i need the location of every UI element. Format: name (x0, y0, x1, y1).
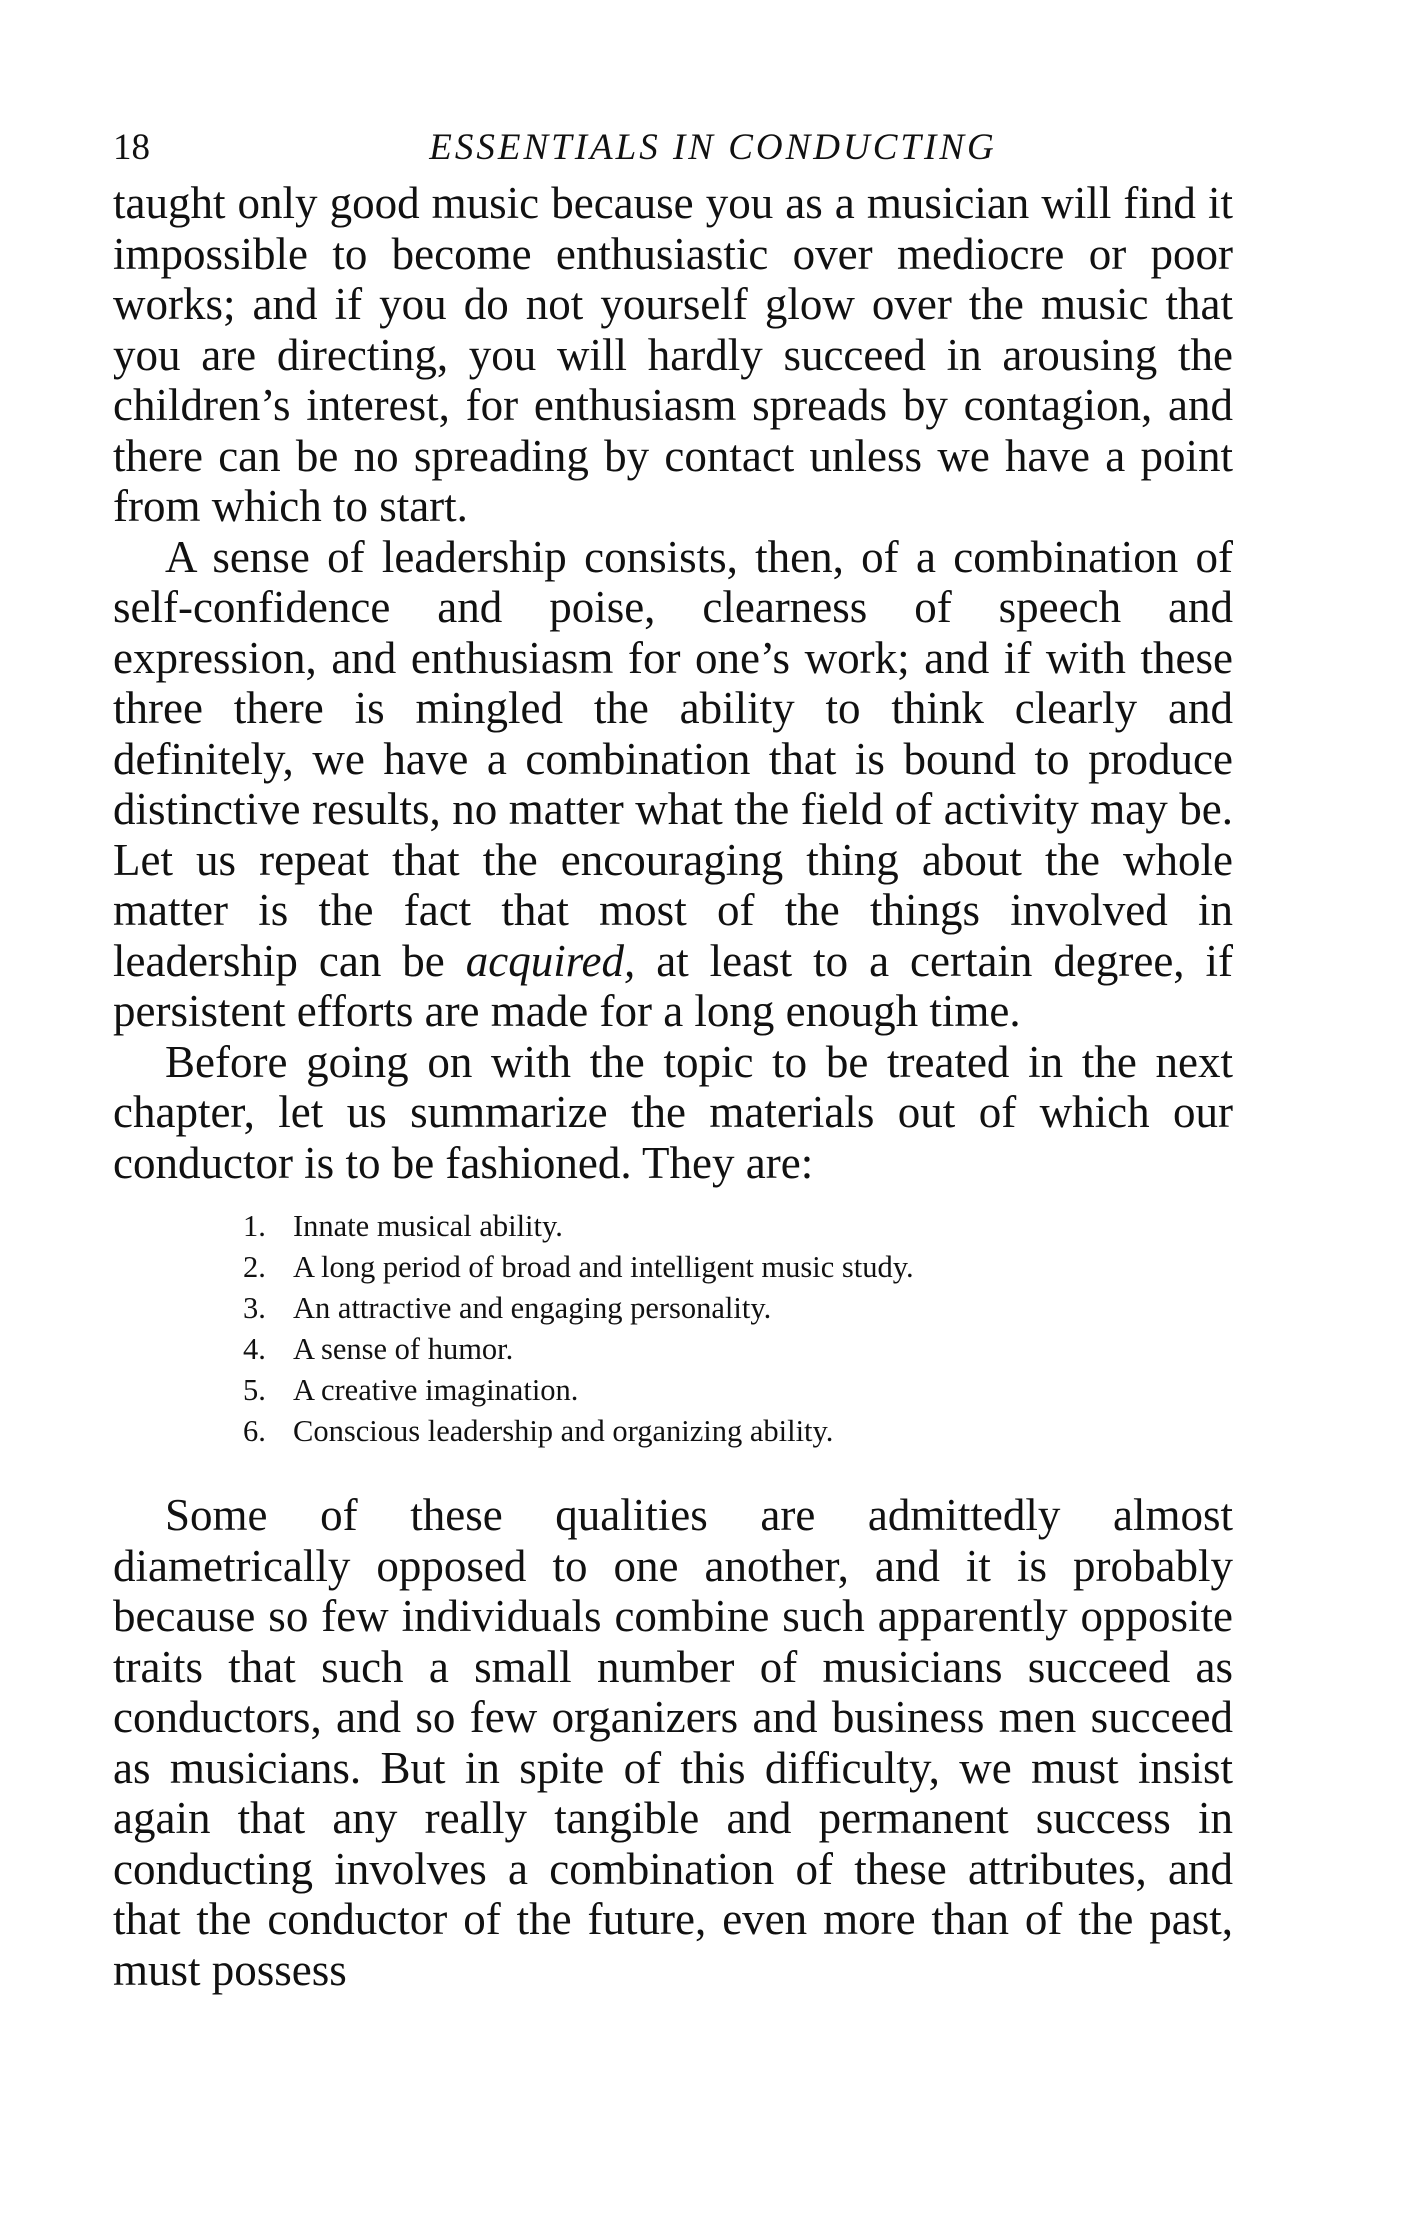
list-item-number: 2. (243, 1250, 266, 1284)
list-item (243, 1288, 1233, 1329)
paragraph-leadership (113, 532, 1233, 1037)
emphasis-acquired: acquired, (465, 935, 636, 986)
list-item-text: Conscious leadership and organizing ability. (293, 1414, 834, 1448)
list-item-text: An attractive and engaging personality. (293, 1291, 772, 1325)
list-item-text: A creative imagination. (293, 1373, 579, 1407)
list-item (243, 1370, 1233, 1411)
page-number: 18 (113, 127, 150, 168)
list-item-text: A long period of broad and intelligent music study. (293, 1250, 914, 1284)
qualities-list (113, 1206, 1233, 1452)
running-title: ESSENTIALS IN CONDUCTING (429, 127, 997, 168)
list-item-text: Innate musical ability. (293, 1209, 563, 1243)
paragraph-leadership-text-after: at least to a certain degree, if persistent efforts are made for a long enough time. (113, 935, 1233, 1036)
running-head (113, 118, 1233, 178)
list-item (243, 1206, 1233, 1247)
paragraph-opposed-qualities: Some of these qualities are admittedly almost diametrically opposed to one another, and it is probably because so few individuals combine such apparently opposite traits that such a small number of musicians succeed as conductors, and so few organizers and business men succeed as musicians. But in spite of this difficulty, we must insist again that any really tangible and permanent success in conducting involves a combination of these attributes, and that the conductor of the future, even more than of the past, must possess (113, 1490, 1233, 1995)
paragraph-leadership-text-before: A sense of leadership consists, then, of a combination of self-confidence and poise, clearness of speech and expression, and enthusiasm for one’s work; and if with these three there is mingled the ability to think clearly and definitely, we have a combination that is bound to produce distinctive results, no matter what the field of activity may be. Let us repeat that the encouraging thing about the whole matter is the fact that most of the things involved in leadership can be (113, 531, 1233, 986)
list-item-number: 3. (243, 1291, 266, 1325)
paragraph-continuation: taught only good music because you as a musician will find it impossible to become enthusiastic over mediocre or poor works; and if you do not yourself glow over the music that you are directing, you will hardly succeed in arousing the children’s interest, for enthusiasm spreads by contagion, and there can be no spreading by contact unless we have a point from which to start. (113, 178, 1233, 531)
list-item (243, 1247, 1233, 1288)
list-item-number: 5. (243, 1373, 266, 1407)
list-item-text: A sense of humor. (293, 1332, 514, 1366)
list-item-number: 1. (243, 1209, 266, 1243)
list-item-number: 4. (243, 1332, 266, 1366)
book-page (113, 118, 1233, 1995)
list-item (243, 1411, 1233, 1452)
list-item-number: 6. (243, 1414, 266, 1448)
paragraph-summary-intro: Before going on with the topic to be treated in the next chapter, let us summarize the materials out of which our conductor is to be fashioned. They are: (113, 1036, 1233, 1188)
list-item (243, 1329, 1233, 1370)
